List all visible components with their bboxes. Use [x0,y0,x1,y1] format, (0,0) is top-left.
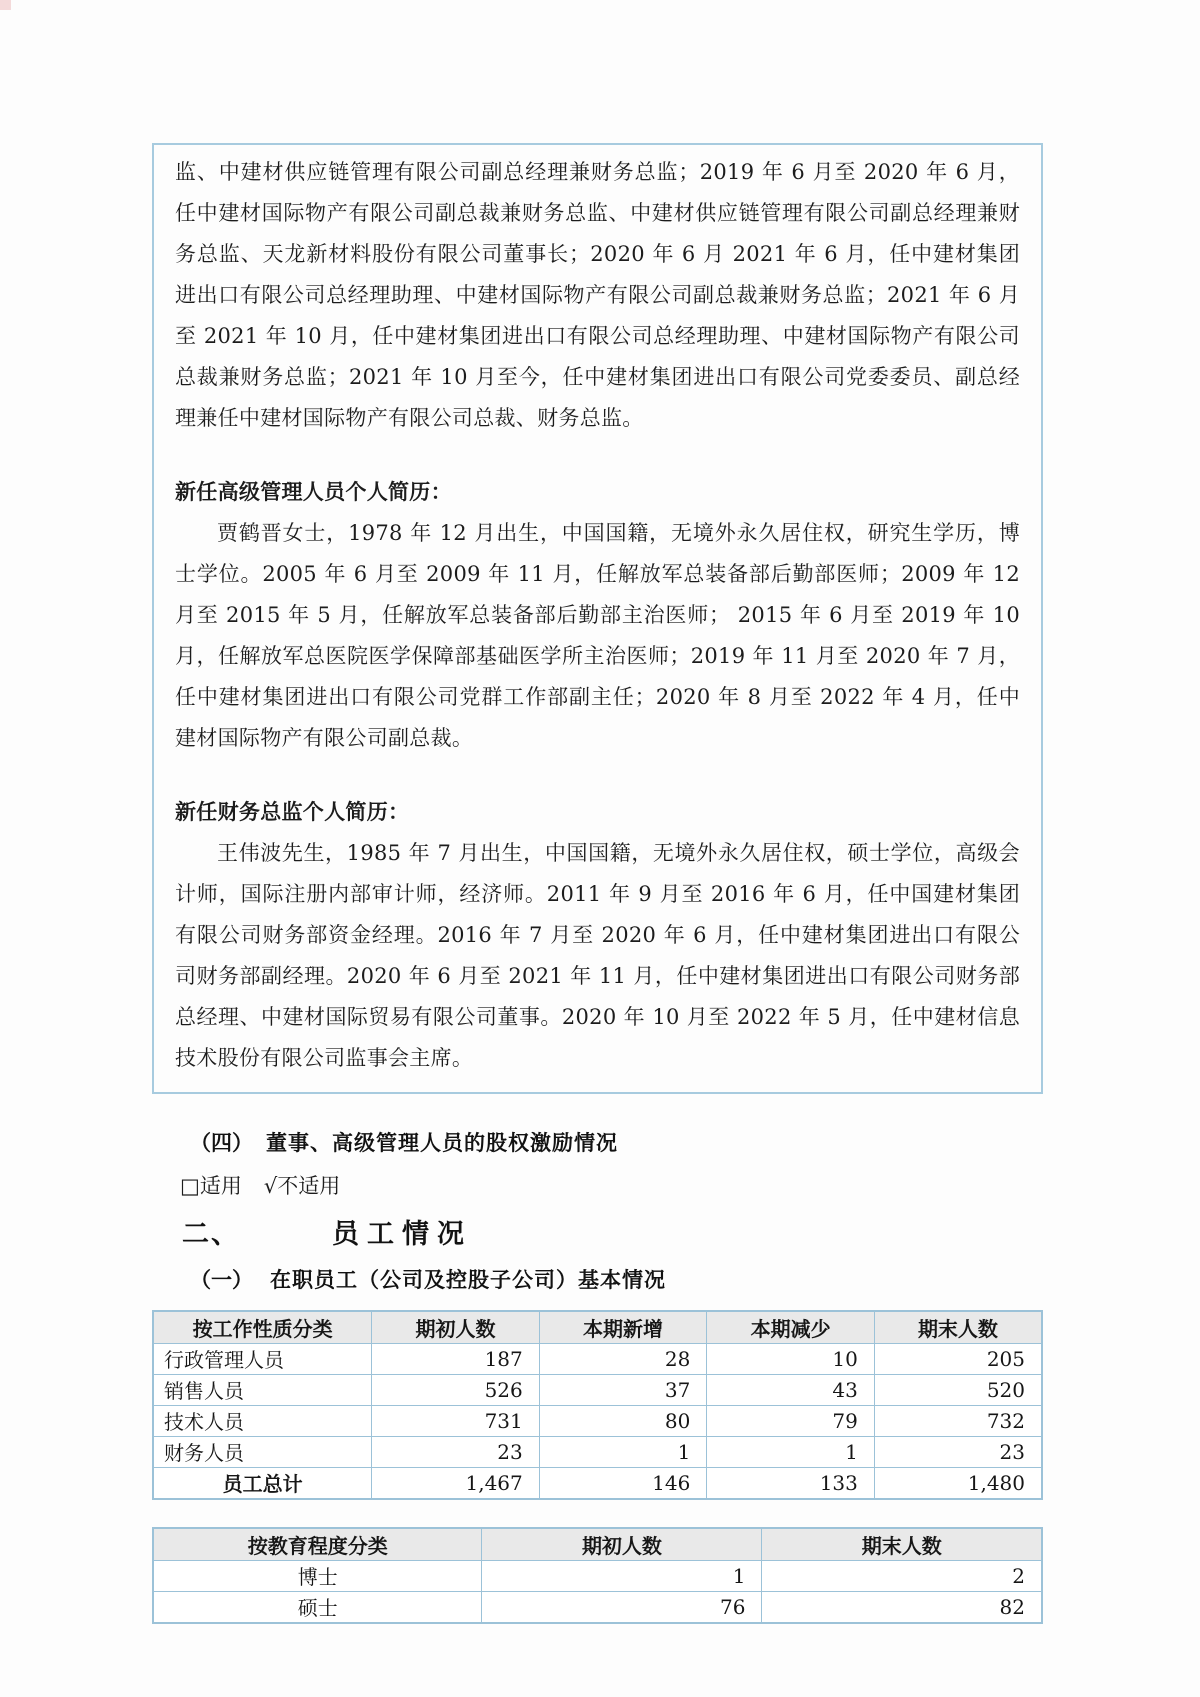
section-2-1-number: （一） [190,1268,253,1293]
not-applicable-option-checked: √不适用 [263,1174,341,1199]
scan-corner-artifact [0,0,11,10]
table-header-row [153,1311,1042,1344]
cfo-bio-paragraph: 王伟波先生，1985 年 7 月出生，中国国籍，无境外永久居住权，硕士学位，高级会计师，国际注册内部审计师，经济师。2011 年 9 月至 2016 年 6 月，任中国建材集团有限公司财务部资金经理。2016 年 7 月至 2020 年 6 月，任中建材集团进出口有限公司财务部副经理。2020 年 6 月至 2021 年 11 月，任中建材集团进出口有限公司财务部总经理、中建材国际贸易有限公司董事。2020 年 10 月至 2022 年 5 月，任中建材信息技术股份有限公司监事会主席。 [175,841,1020,1070]
table-row [153,1374,1042,1405]
value-cell: 187 [372,1343,540,1374]
employees-by-job-table [152,1310,1043,1500]
value-cell: 28 [539,1343,707,1374]
value-cell: 82 [762,1591,1042,1623]
value-cell: 2 [762,1560,1042,1591]
value-cell: 1 [707,1436,875,1467]
value-cell: 146 [539,1467,707,1499]
value-cell: 23 [874,1436,1042,1467]
section-4-number: （四） [190,1131,253,1155]
section-2-1-heading [152,1267,1043,1293]
column-header: 按工作性质分类 [153,1311,372,1344]
section-4-title: 董事、高级管理人员的股权激励情况 [266,1131,618,1155]
table-row [153,1405,1042,1436]
category-cell: 行政管理人员 [153,1343,372,1374]
table-row [153,1436,1042,1467]
value-cell: 1 [539,1436,707,1467]
total-label-cell: 员工总计 [153,1467,372,1499]
table-total-row [153,1467,1042,1499]
column-header: 本期减少 [707,1311,875,1344]
applicable-option-unchecked: □适用 [180,1174,242,1199]
value-cell: 1 [482,1560,762,1591]
column-header: 期末人数 [874,1311,1042,1344]
value-cell: 520 [874,1374,1042,1405]
category-cell: 财务人员 [153,1436,372,1467]
table-row [153,1560,1042,1591]
management-bio-box [152,143,1043,1094]
table-header-row [153,1528,1042,1561]
value-cell: 80 [539,1405,707,1436]
value-cell: 76 [482,1591,762,1623]
section-2-title: 员工情况 [332,1218,472,1250]
employees-by-education-table [152,1527,1043,1624]
value-cell: 133 [707,1467,875,1499]
column-header: 期末人数 [762,1528,1042,1561]
bio-continued-paragraph: 监、中建材供应链管理有限公司副总经理兼财务总监；2019 年 6 月至 2020 年 6 月，任中建材国际物产有限公司副总裁兼财务总监、中建材供应链管理有限公司副总经理兼财务总监、天龙新材料股份有限公司董事长；2020 年 6 月 2021 年 6 月，任中建材集团进出口有限公司总经理助理、中建材国际物产有限公司副总裁兼财务总监；2021 年 6 月至 2021 年 10 月，任中建材集团进出口有限公司总经理助理、中建材国际物产有限公司总裁兼财务总监；2021 年 10 月至今，任中建材集团进出口有限公司党委委员、副总经理兼任中建材国际物产有限公司总裁、财务总监。 [175,160,1020,430]
senior-manager-bio-paragraph: 贾鹤晋女士，1978 年 12 月出生，中国国籍，无境外永久居住权，研究生学历，博士学位。2005 年 6 月至 2009 年 11 月，任解放军总装备部后勤部医师；2009 年 12 月至 2015 年 5 月，任解放军总装备部后勤部主治医师； 2015 年 6 月至 2019 年 10 月，任解放军总医院医学保障部基础医学所主治医师；2019 年 11 月至 2020 年 7 月，任中建材集团进出口有限公司党群工作部副主任；2020 年 8 月至 2022 年 4 月，任中建材国际物产有限公司副总裁。 [175,521,1020,750]
page-content [152,143,1043,1624]
category-cell: 技术人员 [153,1405,372,1436]
column-header: 期初人数 [372,1311,540,1344]
value-cell: 23 [372,1436,540,1467]
value-cell: 526 [372,1374,540,1405]
value-cell: 732 [874,1405,1042,1436]
new-senior-manager-bio-heading: 新任高级管理人员个人简历： [175,480,452,504]
section-2-number: 二、 [182,1218,240,1250]
value-cell: 731 [372,1405,540,1436]
category-cell: 博士 [153,1560,482,1591]
table-row [153,1343,1042,1374]
applicability-line [152,1173,1043,1199]
new-cfo-bio-heading: 新任财务总监个人简历： [175,800,410,824]
section-4-heading [152,1130,1043,1156]
value-cell: 79 [707,1405,875,1436]
column-header: 期初人数 [482,1528,762,1561]
column-header: 本期新增 [539,1311,707,1344]
section-2-1-title: 在职员工（公司及控股子公司）基本情况 [270,1268,666,1293]
section-2-heading [152,1218,1043,1252]
category-cell: 硕士 [153,1591,482,1623]
column-header: 按教育程度分类 [153,1528,482,1561]
value-cell: 1,480 [874,1467,1042,1499]
value-cell: 37 [539,1374,707,1405]
value-cell: 1,467 [372,1467,540,1499]
category-cell: 销售人员 [153,1374,372,1405]
value-cell: 10 [707,1343,875,1374]
table-row [153,1591,1042,1623]
value-cell: 43 [707,1374,875,1405]
value-cell: 205 [874,1343,1042,1374]
